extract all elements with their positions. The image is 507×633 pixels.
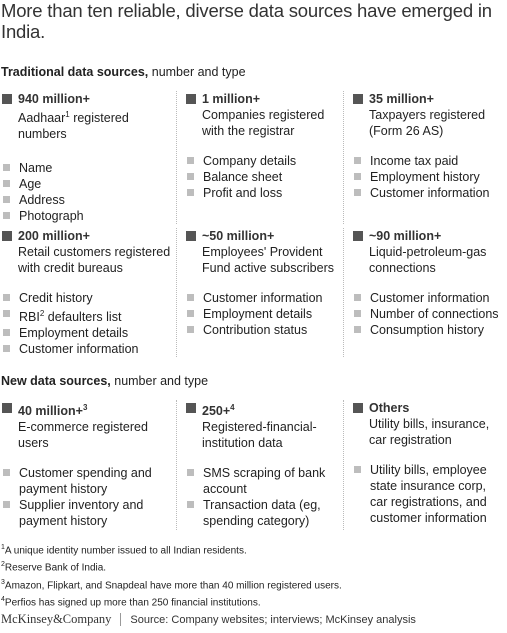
card-items — [186, 290, 339, 338]
list-item: Transaction data (eg, spending category) — [186, 497, 339, 529]
bullet-square-icon — [187, 173, 194, 180]
bullet-square-icon — [354, 173, 361, 180]
card-provident-fund — [176, 228, 344, 357]
list-item: Employment details — [186, 306, 339, 322]
footnotes — [1, 541, 342, 610]
card-stat: 1 million+ — [202, 92, 261, 106]
list-item: Name — [2, 160, 172, 176]
card-items — [186, 465, 339, 529]
list-item: Age — [2, 176, 172, 192]
bullet-square-icon — [354, 326, 361, 333]
card-stat: ~50 million+ — [202, 229, 275, 243]
card-desc: Employees' Provident Fund active subscribers — [202, 245, 335, 275]
bullet-square-icon — [3, 180, 10, 187]
list-item: Customer information — [353, 185, 503, 201]
card-desc: E-commerce registered users — [18, 420, 148, 451]
card-taxpayers — [344, 91, 507, 224]
stat-square-icon — [2, 231, 12, 241]
list-item: Customer information — [186, 290, 339, 306]
bullet-square-icon — [354, 294, 361, 301]
stat-square-icon — [353, 231, 363, 241]
list-item: Consumption history — [353, 322, 503, 338]
source-note: Source: Company websites; interviews; McKinsey analysis — [130, 613, 416, 626]
page-title: More than ten reliable, diverse data sources have emerged in India. — [1, 0, 492, 42]
card-items — [2, 465, 172, 529]
footnote: $^4$Perfios has signed up more than 250 financial institutions. — [1, 595, 261, 609]
bullet-square-icon — [354, 466, 361, 473]
card-items — [2, 290, 172, 357]
footer-divider — [120, 613, 121, 626]
bullet-square-icon — [354, 157, 361, 164]
list-item: Income tax paid — [353, 153, 503, 169]
footnote: $^3$Amazon, Flipkart, and Snapdeal have more than 40 million registered users. — [1, 578, 342, 591]
card-companies — [176, 91, 344, 224]
card-aadhaar — [0, 91, 176, 224]
list-item: Balance sheet — [186, 169, 339, 185]
list-item: Company details — [186, 153, 339, 169]
bullet-square-icon — [187, 189, 194, 196]
card-desc: Taxpayers registered (Form 26 AS) — [369, 108, 486, 138]
traditional-heading-bold: Traditional data sources, — [1, 65, 149, 79]
list-item: Supplier inventory and payment history — [2, 497, 172, 529]
card-items — [353, 290, 503, 338]
bullet-square-icon — [3, 501, 10, 508]
list-item: Address — [2, 192, 172, 208]
traditional-row-1 — [0, 91, 507, 224]
stat-square-icon — [186, 231, 196, 241]
stat-square-icon — [186, 403, 196, 413]
card-desc: Liquid-petroleum-gas connections — [369, 245, 487, 275]
list-item: RBI$^2$ defaulters list — [2, 306, 172, 325]
bullet-square-icon — [187, 157, 194, 164]
stat-square-icon — [186, 94, 196, 104]
list-item: Employment history — [353, 169, 503, 185]
card-stat: 250+$^4$ — [202, 403, 235, 419]
bullet-square-icon — [3, 469, 10, 476]
footnote: $^2$Reserve Bank of India. — [1, 561, 107, 574]
bullet-square-icon — [187, 501, 194, 508]
list-item: Number of connections — [353, 306, 503, 322]
traditional-heading-rest: number and type — [148, 65, 246, 79]
list-item: Customer information — [353, 290, 503, 306]
new-heading-bold: New data sources, — [1, 374, 111, 388]
card-others — [344, 400, 507, 530]
card-stat: Others — [369, 401, 410, 415]
card-desc: Registered-financial-institution data — [202, 420, 317, 451]
stat-square-icon — [2, 403, 12, 413]
card-items — [353, 462, 503, 526]
bullet-square-icon — [187, 294, 194, 301]
bullet-square-icon — [187, 469, 194, 476]
list-item: Credit history — [2, 290, 172, 306]
list-item: Photograph — [2, 208, 172, 224]
list-item: Customer information — [2, 341, 172, 357]
list-item: Profit and loss — [186, 185, 339, 201]
traditional-heading — [1, 65, 246, 79]
bullet-square-icon — [3, 212, 10, 219]
bullet-square-icon — [3, 310, 10, 317]
list-item: Contribution status — [186, 322, 339, 338]
traditional-row-2 — [0, 228, 507, 356]
card-ecommerce — [0, 400, 176, 530]
card-lpg — [344, 228, 507, 357]
card-items — [353, 153, 503, 201]
card-stat: ~90 million+ — [369, 229, 442, 243]
card-desc: Aadhaar$^1$ registered numbers — [18, 110, 129, 142]
card-credit-bureaus — [0, 228, 176, 357]
list-item: SMS scraping of bank account — [186, 465, 339, 497]
card-items — [2, 160, 172, 224]
bullet-square-icon — [354, 189, 361, 196]
list-item: Employment details — [2, 325, 172, 341]
card-items — [186, 153, 339, 201]
stat-square-icon — [353, 403, 363, 413]
mckinsey-logo: McKinsey&Company — [1, 612, 112, 626]
bullet-square-icon — [3, 329, 10, 336]
footer — [1, 612, 416, 627]
card-desc: Retail customers registered with credit bureaus — [18, 245, 171, 275]
list-item: Utility bills, employee state insurance corp, car registrations, and customer information — [353, 462, 503, 526]
stat-square-icon — [353, 94, 363, 104]
card-stat: 35 million+ — [369, 92, 434, 106]
bullet-square-icon — [187, 326, 194, 333]
card-financial-institutions — [176, 400, 344, 530]
new-row — [0, 400, 507, 530]
bullet-square-icon — [3, 345, 10, 352]
card-stat: 200 million+ — [18, 229, 90, 243]
footnote: $^1$A unique identity number issued to all Indian residents. — [1, 544, 247, 557]
card-stat: 40 million+$^3$ — [18, 403, 88, 419]
bullet-square-icon — [187, 310, 194, 317]
card-desc: Companies registered with the registrar — [202, 108, 325, 138]
new-heading-rest: number and type — [110, 374, 209, 388]
new-heading — [1, 374, 208, 388]
bullet-square-icon — [354, 310, 361, 317]
bullet-square-icon — [3, 164, 10, 171]
card-stat: 940 million+ — [18, 92, 90, 106]
list-item: Customer spending and payment history — [2, 465, 172, 497]
card-desc: Utility bills, insurance, car registration — [369, 417, 490, 447]
bullet-square-icon — [3, 294, 10, 301]
bullet-square-icon — [3, 196, 10, 203]
stat-square-icon — [2, 94, 12, 104]
